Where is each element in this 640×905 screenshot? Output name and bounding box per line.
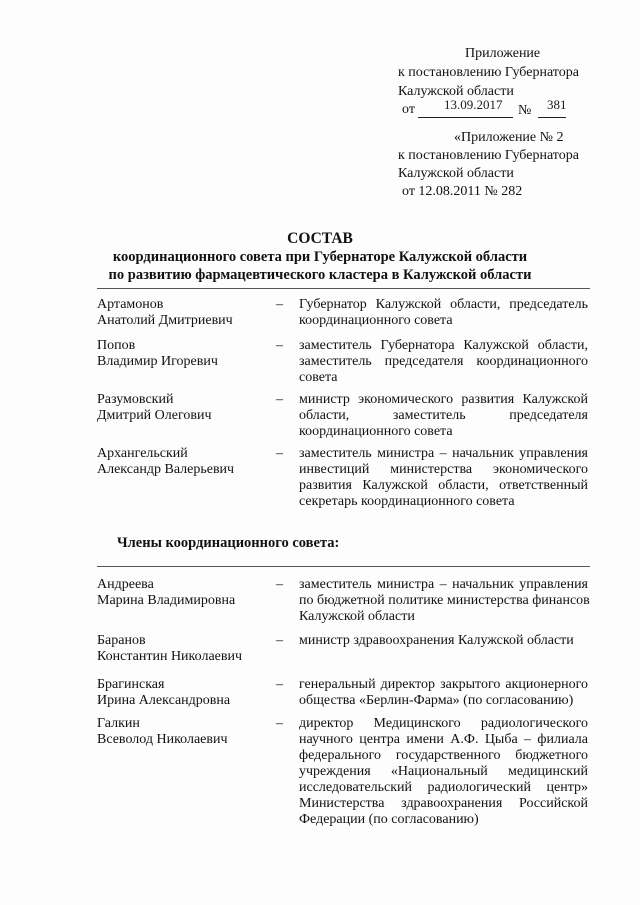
person-name: Галкин Всеволод Николаевич [97,716,228,747]
person-name: Архангельский Александр Валерьевич [97,446,235,477]
list-dash: – [276,677,283,692]
number-label: № [518,103,532,118]
person-role: заместитель Губернатора Калужской области, заместитель председателя координационного совета [299,338,588,385]
appendix2-label: «Приложение № 2 [454,130,564,145]
date-underline [418,117,513,118]
document-subtitle-line1: координационного совета при Губернаторе Калужской области [112,249,528,265]
person-role: директор Медицинского радиологического научного центра имени А.Ф. Цыба – филиала федерального государственного бюджетного учреждения «Национальный медицинский исследовательский радиологический центр» Министерства здравоохранения Российской Федерации (по согласованию) [299,716,588,827]
members-divider [97,566,590,567]
list-dash: – [276,716,283,731]
person-role: генеральный директор закрытого акционерного общества «Берлин-Фарма» (по согласованию) [299,677,588,708]
list-dash: – [276,633,283,648]
from-label: от [402,102,415,117]
decree-reference: к постановлению Губернатора [398,65,579,80]
decree-date-handwritten: 13.09.2017 [444,97,503,112]
decree2-date: от 12.08.2011 № 282 [402,184,523,199]
person-name: Баранов Константин Николаевич [97,633,243,664]
decree2-reference: к постановлению Губернатора [398,148,579,163]
person-name: Попов Владимир Игоревич [97,338,218,369]
members-heading: Члены координационного совета: [117,535,340,551]
region2-label: Калужской области [398,166,514,181]
number-underline [538,117,566,118]
person-role: заместитель министра – начальник управления инвестиций министерства экономического развития Калужской области, ответственный секретарь координационного совета [299,446,588,509]
list-dash: – [276,577,283,592]
person-name: Брагинская Ирина Александровна [97,677,231,708]
person-name: Андреева Марина Владимировна [97,577,236,608]
title-divider [97,288,590,289]
list-dash: – [276,338,283,353]
list-dash: – [276,392,283,407]
list-dash: – [276,446,283,461]
list-dash: – [276,297,283,312]
appendix-label: Приложение [465,46,541,61]
person-role: министр здравоохранения Калужской области [299,633,574,648]
person-role: министр экономического развития Калужской области, заместитель председателя координационного совета [299,392,588,439]
document-subtitle-line2: по развитию фармацевтического кластера в Калужской области [108,267,532,283]
person-role: заместитель министра – начальник управления по бюджетной политике министерства финансов Калужской области [299,577,590,624]
decree-number-handwritten: 381 [547,97,567,112]
person-role: Губернатор Калужской области, председатель координационного совета [299,297,588,328]
person-name: Артамонов Анатолий Дмитриевич [97,297,233,328]
region-label: Калужской области [398,84,514,99]
person-name: Разумовский Дмитрий Олегович [97,392,212,423]
document-title: СОСТАВ [287,230,353,247]
